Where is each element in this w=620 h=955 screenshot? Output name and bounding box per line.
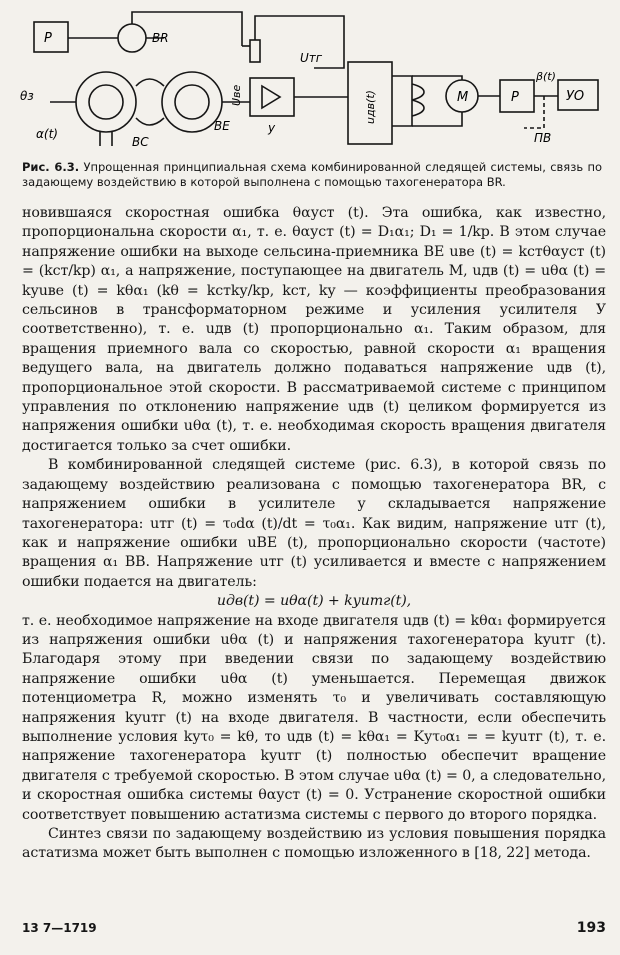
- caption-label: Рис. 6.3.: [22, 160, 80, 174]
- u-ve-label: Uве: [230, 84, 243, 106]
- amplifier-y: [250, 78, 294, 116]
- br-label: BR: [152, 31, 169, 45]
- figure-caption: [22, 160, 602, 190]
- block-diagram-figure: [14, 6, 606, 156]
- selsyn-transmitter-bc: [76, 72, 136, 132]
- pv-label: ПВ: [534, 131, 552, 145]
- schematic-svg: [14, 6, 606, 156]
- m-label: M: [457, 90, 469, 105]
- paragraph-2: В комбинированной следящей системе (рис. 6.3), в которой связь по задающему воздействию реализована с помощью тахогенератора BR, с напряжением ошибки в усилителе y складывается напряжение тахогенератора: uтг (t) = τ₀dα (t)/dt = τ₀α₁. Как видим, напряжение uтг (t), как и напряжение ошибки uBE (t), пропорционально скорости (частоте) вращения α₁ BB. Напряжение uтг (t) усиливается и вместе с напряжением ошибки подается на двигатель:: [22, 457, 606, 590]
- page-footer: [22, 921, 606, 935]
- caption-text: Упрощенная принципиальная схема комбинированной следящей системы, связь по задающему воздействию в которой выполнена с помощью тахогенератора BR.: [22, 160, 602, 189]
- printer-signature: 13 7—1719: [22, 921, 97, 935]
- bs-label: BC: [132, 135, 149, 149]
- p-right-label: P: [511, 90, 519, 105]
- y-label: y: [268, 121, 276, 135]
- paragraph-1: новившаяся скоростная ошибка θαуст (t). Эта ошибка, как известно, пропорциональна скорости α₁, т. е. θαуст (t) = D₁α₁; D₁ = 1/kр. В этом случае напряжение ошибки на выходе сельсина-приемника BE uве (t) = kстθαуст (t) = (kст/kр) α₁, а напряжение, поступающее на двигатель M, uдв (t) = uθα (t) = kуuве (t) = kθα₁ (kθ = kстkу/kр, kст, kу — коэффициенты преобразования сельсинов в трансформаторном режиме и усиления усилителя У соответственно), т. е. uдв (t) пропорционально α₁. Таким образом, для вращения приемного вала со скоростью, равной скорости α₁ вращения ведущего вала, на двигатель должно подаваться напряжение uдв (t), пропорциональное этой скорости. В рассматриваемой системе с принципом управления по отклонению напряжение uдв (t) целиком формируется из напряжения ошибки uθα (t), т. е. необходимая скорость вращения двигателя достигается только за счет ошибки.: [22, 205, 606, 454]
- alpha-label: α(t): [36, 127, 58, 141]
- paragraph-3: т. е. необходимое напряжение на входе двигателя uдв (t) = kθα₁ формируется из напряжения ошибки uθα (t) и напряжения тахогенератора kуuтг (t). Благодаря этому при введении связи по задающему воздействию напряжение ошибки uθα (t) уменьшается. Перемещая движок потенциометра R, можно изменять τ₀ и увеличивать составляющую напряжения kуuтг (t) на входе двигателя. В частности, если обеспечить выполнение условия kуτ₀ = kθ, то uдв (t) = kθα₁ = Kуτ₀α₁ = = kуuтг (t), т. е. напряжение тахогенератора kуuтг (t) полностью обеспечит вращение двигателя с требуемой скоростью. В этом случае uθα (t) = 0, а следовательно, и скоростная ошибка системы θαуст (t) = 0. Устранение скоростной ошибки соответствует повышению астатизма системы с первого до второго порядка.: [22, 612, 606, 823]
- page-number: 193: [576, 920, 606, 936]
- u-tg-label: Uтг: [300, 51, 323, 65]
- selsyn-receiver-be: [162, 72, 222, 132]
- tachogenerator-br: [118, 24, 146, 52]
- body-text: [22, 204, 606, 864]
- theta-in-label: θз: [20, 89, 34, 103]
- p-left-label: P: [44, 31, 52, 46]
- yo-label: УО: [566, 89, 585, 104]
- display-formula: uдв(t) = uθα(t) + kуuтг(t),: [216, 593, 412, 610]
- potentiometer-r: [250, 40, 260, 62]
- beta-label: β(t): [536, 70, 556, 83]
- paragraph-4: Синтез связи по задающему воздействию из условия повышения порядка астатизма может быть выполнен с помощью изложенного в [18, 22] метода.: [22, 826, 606, 862]
- u-dv-label: uдв(t): [364, 90, 377, 124]
- ve-label: BE: [214, 119, 230, 133]
